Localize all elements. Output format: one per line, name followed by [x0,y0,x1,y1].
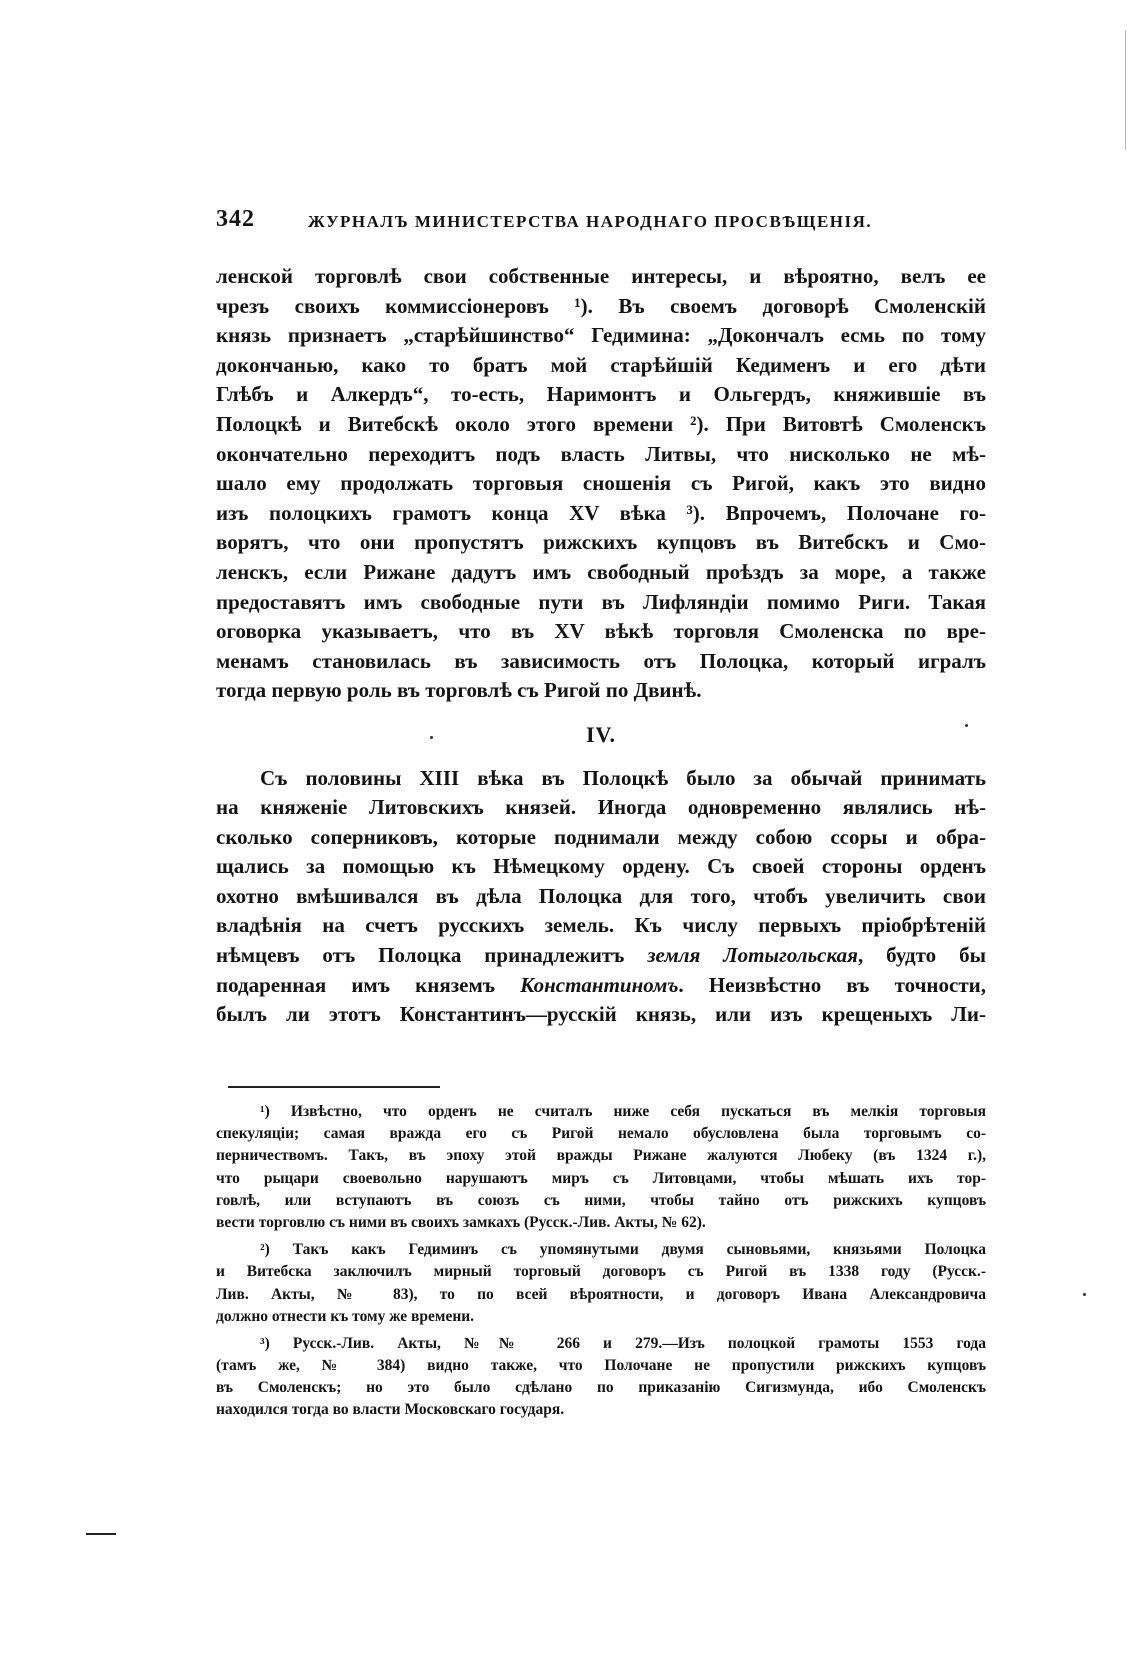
footnote-line: въ Смоленскъ; но это было сдѣлано по приказанію Сигизмунда, ибо Смоленскъ [216,1379,986,1397]
footnote-line: ¹) Извѣстно, что орденъ не считалъ ниже себя пускаться въ мелкія торговыя [260,1103,986,1120]
text-line: Глѣбъ и Алкердъ“, то-есть, Наримонтъ и Ольгердъ, княжившіе въ [216,382,986,407]
text-line: чрезъ своихъ коммиссіонеровъ ¹). Въ своемъ договорѣ Смоленскій [216,293,986,318]
footnote-line: должно отнести къ тому же времени. [216,1307,475,1325]
text-line: ленской торговлѣ свои собственные интересы, и вѣроятно, велъ ее [216,264,986,288]
paragraph-continued [216,262,986,706]
footnote-line: говлѣ, или вступаютъ въ союзъ съ ними, чтобы тайно отъ рижскихъ купцовъ [216,1191,986,1209]
text-line: шало ему продолжать торговыя сношенія съ Ригой, какъ это видно [216,471,986,496]
footnote-separator [228,1086,440,1088]
text-run: подаренная имъ княземъ [216,972,496,997]
footnote-line: и Витебска заключилъ мирный торговый договоръ съ Ригой въ 1338 году (Русск.- [216,1263,986,1281]
text-line: предоставятъ имъ свободные пути въ Лифляндіи помимо Риги. Такая [216,589,986,614]
footnote-line: ³) Русск.-Лив. Акты, №№ 266 и 279.—Изъ полоцкой грамоты 1553 года [260,1334,986,1352]
page-number: 342 [216,206,255,232]
text-line: ворятъ, что они пропустятъ рижскихъ купцовъ въ Витебскъ и Смо- [216,530,986,555]
scan-speck [430,736,433,739]
text-line: владѣнія на счетъ русскихъ земель. Къ числу первыхъ пріобрѣтеній [216,913,986,938]
scan-speck [1083,1293,1086,1296]
footnotes [216,1101,986,1427]
text-line: Съ половины XIII вѣка въ Полоцкѣ было за обычай принимать [260,765,986,790]
footnote-2 [216,1239,986,1328]
footnote-line: что рыцари своевольно нарушаютъ миръ съ Литовцами, чтобы мѣшать ихъ тор- [216,1169,986,1187]
text-line: князь признаетъ „старѣйшинство“ Гедимина: „Докончалъ есмь по тому [216,323,986,348]
scan-speck [965,724,968,727]
text-line: оговорка указываетъ, что въ XV вѣкѣ торговля Смоленска по вре- [216,619,986,644]
text-line: Полоцкѣ и Витебскѣ около этого времени ²). При Витовтѣ Смоленскъ [216,411,986,436]
text-line: на княженіе Литовскихъ князей. Иногда одновременно являлись нѣ- [216,795,986,820]
section-heading: IV. [585,721,617,747]
footnote-line: Лив. Акты, № 83), то по всей вѣроятности, и договоръ Ивана Александровича [216,1285,986,1303]
running-title: ЖУРНАЛЪ МИНИСТЕРСТВА НАРОДНАГО ПРОСВѢЩЕНІЯ. [308,212,873,231]
text-run: , будто бы [857,943,986,968]
footnote-line: вести торговлю съ ними въ своихъ замкахъ (Русск.-Лив. Акты, № 62). [216,1213,706,1231]
footnote-line: перничествомъ. Такъ, въ эпоху этой вражды Рижане жалуются Любеку (въ 1324 г.), [216,1147,986,1165]
italic-name: Константиномъ [520,972,679,997]
footnote-line: спекуляціи; самая вражда его съ Ригой немало обусловлена была торговымъ со- [216,1125,986,1143]
paragraph-section-iv [216,764,986,1030]
text-line: тогда первую роль въ торговлѣ съ Ригой по Двинѣ. [216,678,702,703]
text-line: ленскъ, если Рижане дадутъ имъ свободный проѣздъ за море, а также [216,559,986,584]
text-line [216,971,986,1001]
scan-edge-line [1125,30,1126,150]
running-header [216,206,986,240]
text-line: менамъ становилась въ зависимость отъ Полоцка, который игралъ [216,648,986,673]
text-line: былъ ли этотъ Константинъ—русскій князь, или изъ крещеныхъ Ли- [216,1002,986,1027]
text-run: нѣмцевъ отъ Полоцка принадлежитъ [216,943,625,968]
text-line: окончательно переходитъ подъ власть Литвы, что нисколько не мѣ- [216,441,986,466]
text-line: докончанью, како то братъ мой старѣйшій Кедименъ и его дѣти [216,352,986,377]
italic-phrase: земля Лотыгольская [647,943,858,968]
text-line [216,941,986,971]
footnote-line: ²) Такъ какъ Гедиминъ съ упомянутыми двумя сыновьями, князьями Полоцка [260,1241,986,1259]
footnote-1 [216,1101,986,1234]
text-line: охотно вмѣшивался въ дѣла Полоцка для того, чтобъ увеличить свои [216,883,986,908]
text-line: сколько соперниковъ, которые поднимали между собою ссоры и обра- [216,824,986,849]
text-line: щались за помощью къ Нѣмецкому ордену. Съ своей стороны орденъ [216,854,986,879]
text-line: изъ полоцкихъ грамотъ конца XV вѣка ³). Впрочемъ, Полочане го- [216,500,986,525]
text-run: . Неизвѣстно въ точности, [678,972,986,997]
main-text [216,262,986,1030]
footnote-3 [216,1333,986,1422]
footnote-line: (тамъ же, № 384) видно также, что Полочане не пропустили рижскихъ купцовъ [216,1357,986,1375]
footnote-line: находился тогда во власти Московскаго государя. [216,1401,565,1419]
margin-dash-mark [86,1533,116,1535]
